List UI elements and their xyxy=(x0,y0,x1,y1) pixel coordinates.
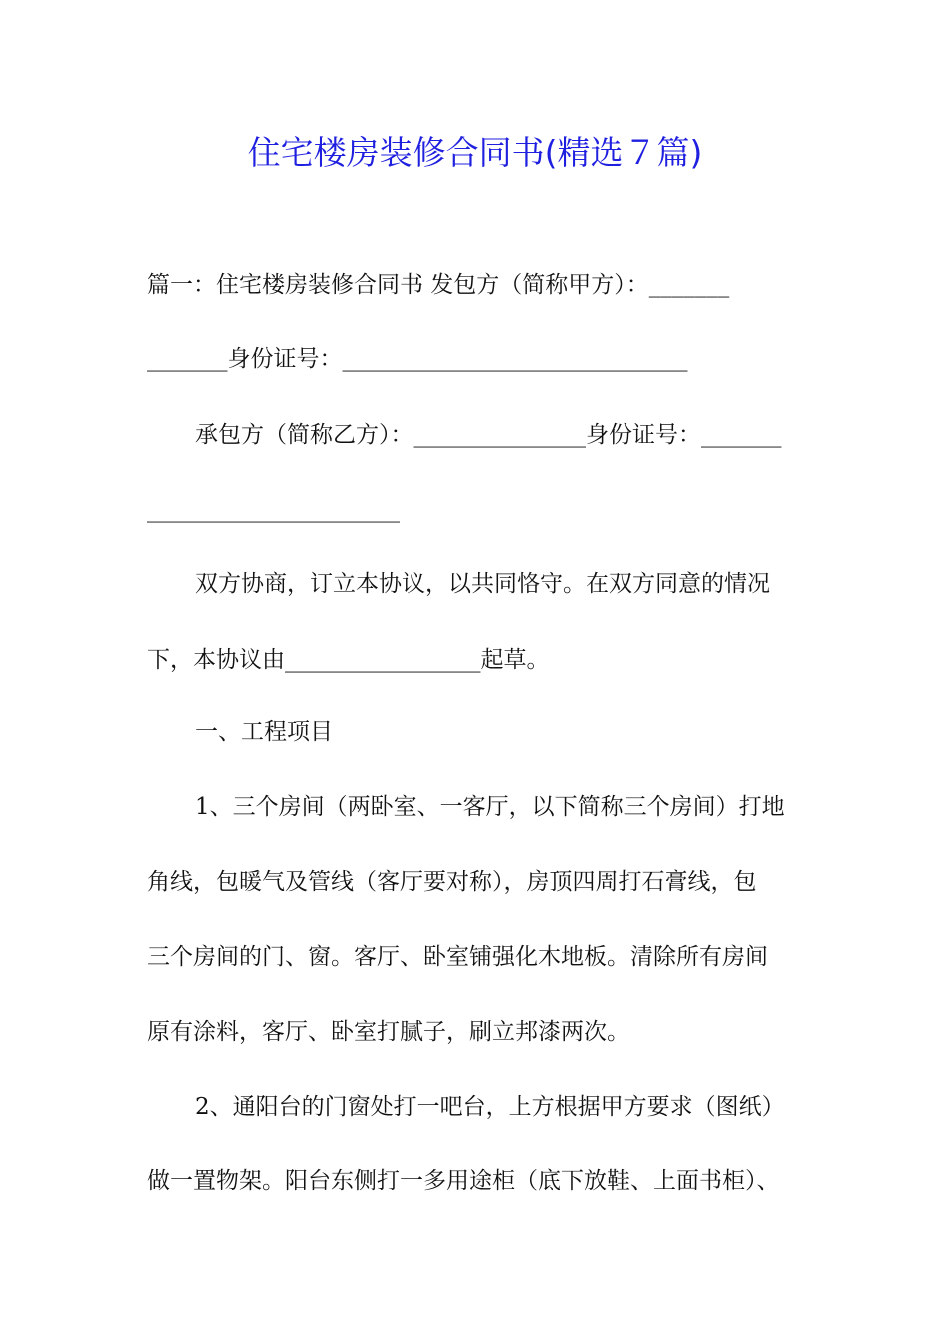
paragraph-line: 下，本协议由_________________起草。 xyxy=(147,647,550,673)
paragraph-line: _______身份证号：______________________________ xyxy=(147,346,688,372)
paragraph-line: 三个房间的门、窗。客厅、卧室铺强化木地板。清除所有房间 xyxy=(147,944,768,970)
paragraph-line: 篇一：住宅楼房装修合同书 发包方（简称甲方）：_______ xyxy=(147,272,730,298)
document-title: 住宅楼房装修合同书(精选７篇) xyxy=(247,133,703,172)
paragraph-line: 原有涂料，客厅、卧室打腻子，刷立邦漆两次。 xyxy=(147,1019,630,1045)
paragraph-line: 1、三个房间（两卧室、一客厅，以下简称三个房间）打地 xyxy=(195,794,785,820)
paragraph-line: 承包方（简称乙方）：_______________身份证号：_______ xyxy=(195,422,782,448)
paragraph-line: ______________________ xyxy=(147,497,400,523)
paragraph-line: 2、通阳台的门窗处打一吧台，上方根据甲方要求（图纸） xyxy=(195,1094,785,1120)
paragraph-line: 双方协商，订立本协议，以共同恪守。在双方同意的情况 xyxy=(195,571,770,597)
section-heading: 一、工程项目 xyxy=(195,719,333,745)
paragraph-line: 做一置物架。阳台东侧打一多用途柜（底下放鞋、上面书柜）、 xyxy=(147,1168,780,1194)
paragraph-line: 角线，包暖气及管线（客厅要对称），房顶四周打石膏线，包 xyxy=(147,869,757,895)
